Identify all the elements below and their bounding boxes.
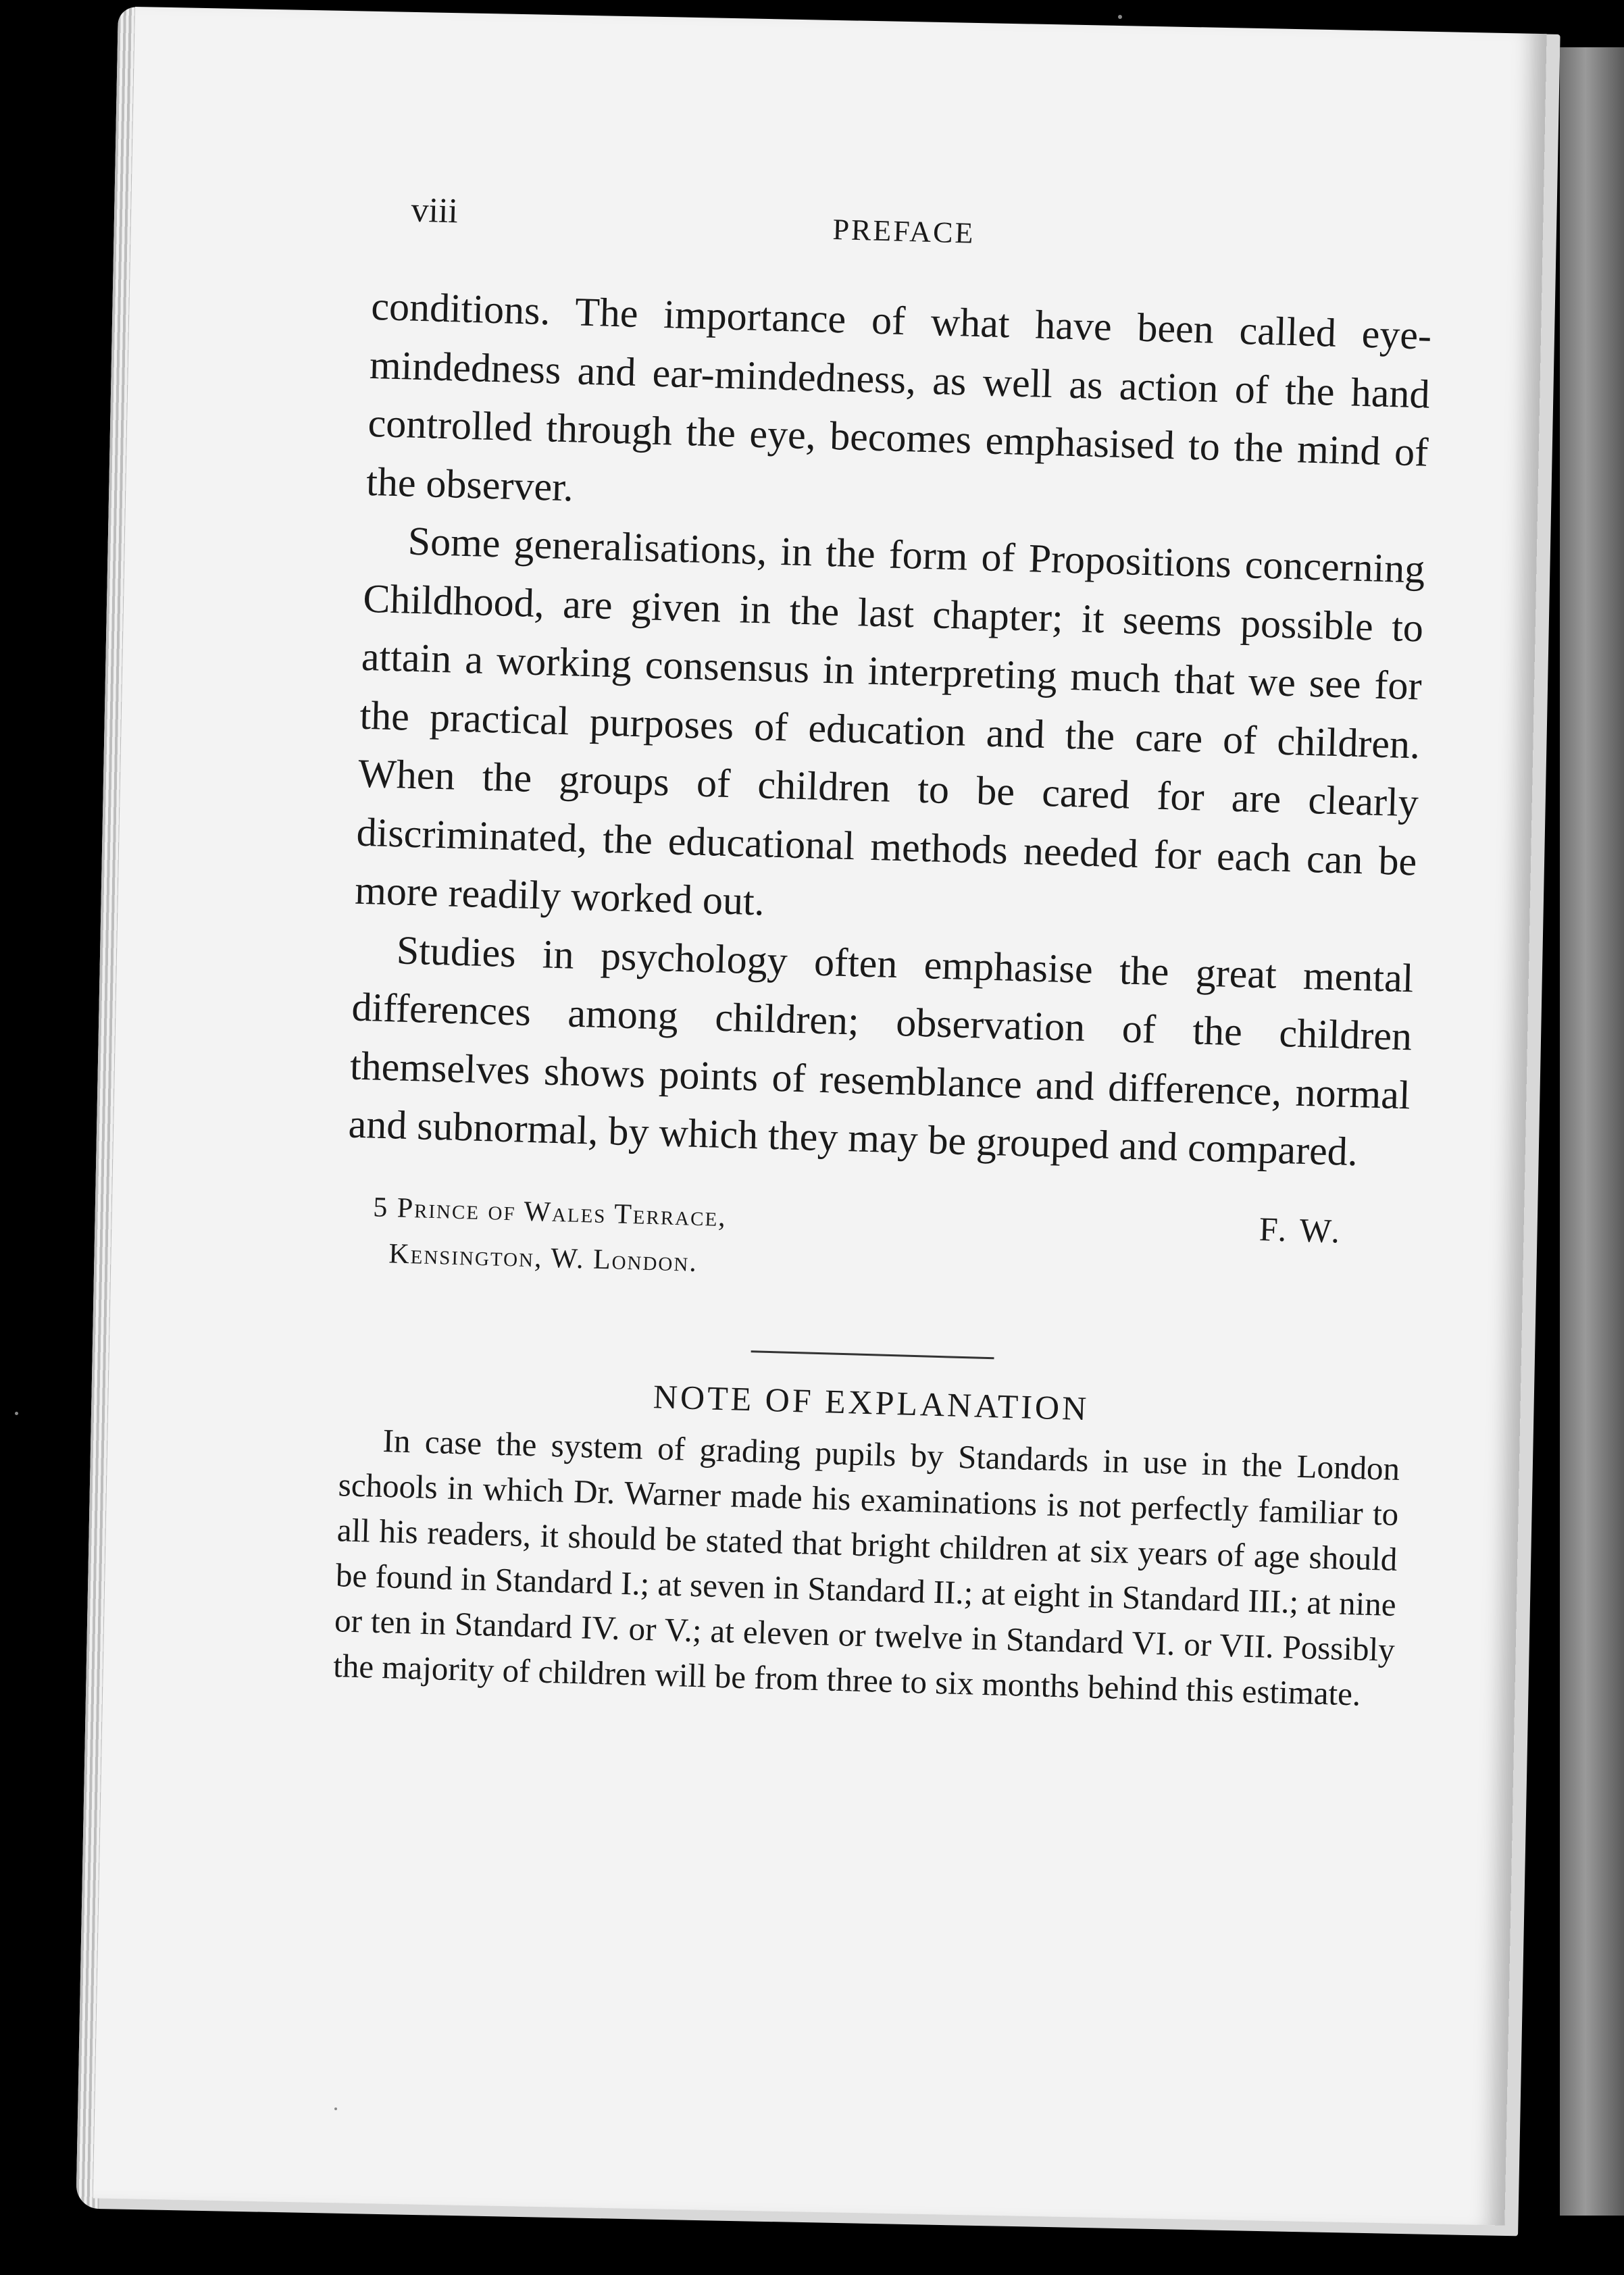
preface-body (348, 277, 1433, 1183)
paragraph: Some generalisations, in the form of Propositions concerning Childhood, are given in the last chapter; it seems possible to attain a working consensus in interpreting much that we see for the practical purposes of education and the care of children. When the groups of children to be cared for are clearly discriminated, the educational methods needed for each can be more readily worked out. (354, 518, 1426, 924)
page-number: viii (410, 190, 459, 231)
address-line: 5 Prince of Wales Terrace, (372, 1192, 728, 1233)
page-content (332, 176, 1435, 1717)
note-body (332, 1416, 1400, 1718)
note-paragraph: In case the system of grading pupils by Standards in use in the London schools in which Dr. Warner made his examinations is not perfectly familiar to all his readers, it should be stated that bright children at six years of age should be found in Standard I.; at seven in Standard II.; at eight in Standard III.; at nine or ten in Standard IV. or V.; at eleven or twelve in Standard VI. or VII. Possibly the majority of children will be from three to six months behind this estimate. (332, 1421, 1400, 1713)
paragraph: Studies in psychology often emphasise the great mental differences among children; observation of the children themselves shows points of resemblance and difference, normal and subnormal, by which they may be grouped and compared. (347, 927, 1415, 1175)
paragraph: conditions. The importance of what have been called eye-mindedness and ear-mindedness, as well as action of the hand controlled through the eye, becomes emphasised to the mind of the observer. (365, 283, 1432, 509)
section-divider (751, 1350, 994, 1359)
note-title: NOTE OF EXPLANATION (653, 1377, 1090, 1427)
author-address (372, 1184, 728, 1286)
dust-speck (334, 2107, 337, 2110)
author-initials: F. W. (1259, 1209, 1343, 1250)
address-line: Kensington, W. London. (388, 1237, 699, 1278)
binding-shadow (1560, 47, 1624, 2216)
dust-speck (15, 1412, 18, 1415)
signature-block (343, 1183, 1407, 1348)
running-head: PREFACE (832, 212, 976, 250)
dust-speck (1118, 15, 1122, 19)
